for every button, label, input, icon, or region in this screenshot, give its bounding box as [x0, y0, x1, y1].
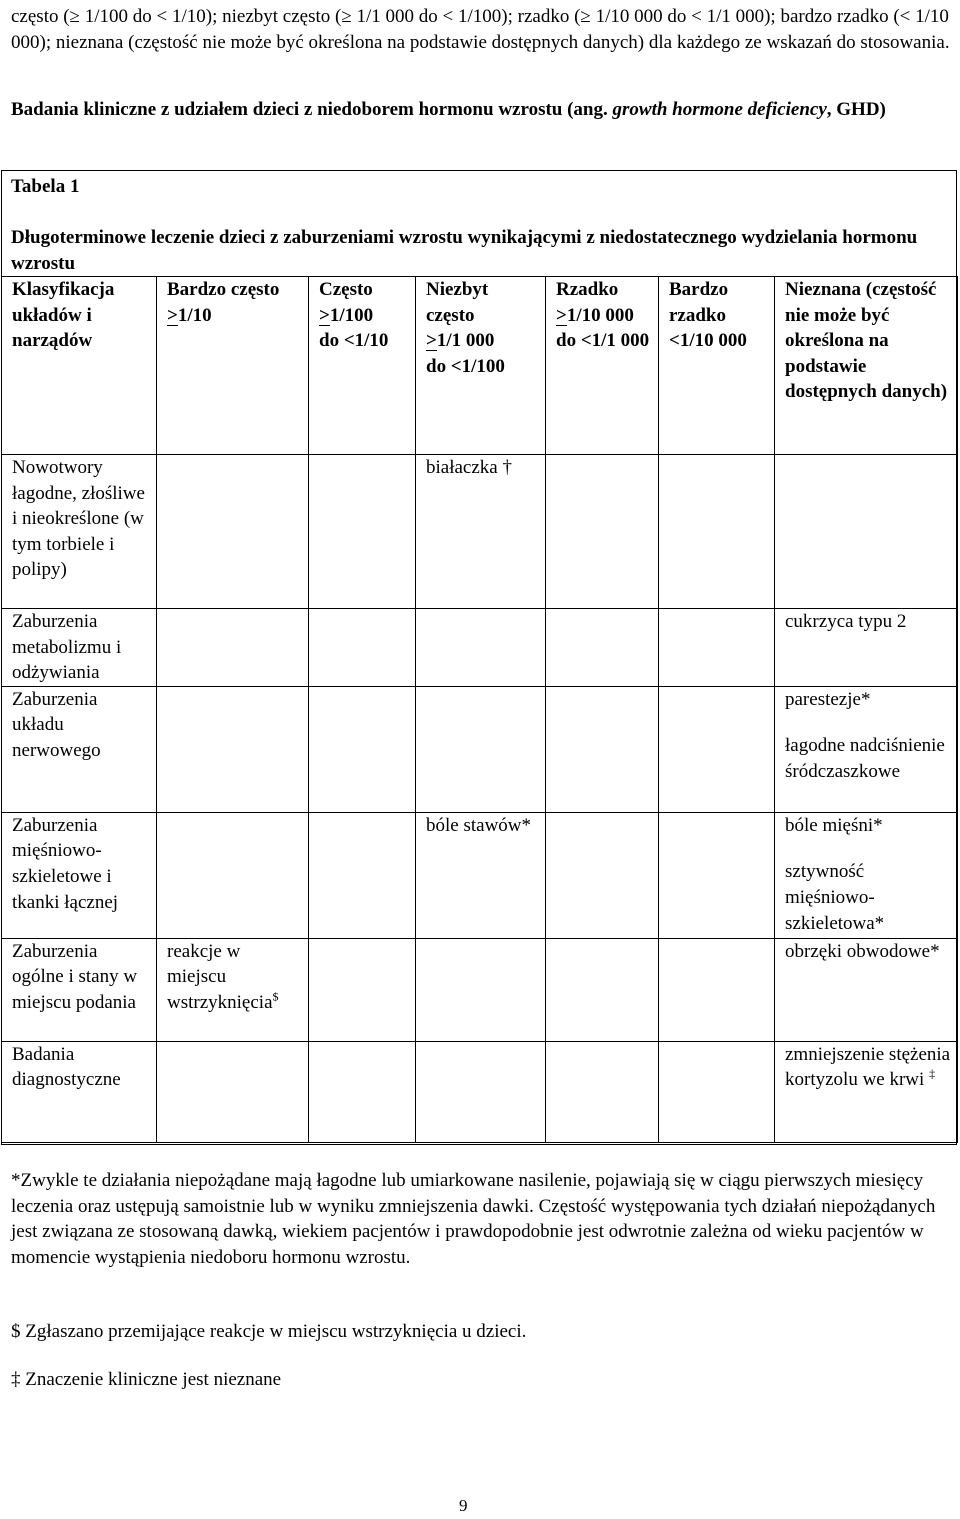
- very-rare-cell: [659, 455, 775, 609]
- common-cell: [309, 938, 416, 1041]
- header-common-range: do <1/10: [319, 330, 389, 352]
- header-very-common-label: Bardzo często: [167, 279, 280, 300]
- greater-equal-symbol: >: [167, 304, 178, 326]
- table-row: [2, 812, 958, 938]
- very-common-cell: [157, 609, 309, 687]
- header-common: [309, 277, 416, 455]
- table-row: [2, 938, 958, 1041]
- soc-cell: Zaburzenia ogólne i stany w miejscu podania: [2, 938, 157, 1041]
- table-row: [2, 1041, 958, 1142]
- table-row: [2, 455, 958, 609]
- table-title: Długoterminowe leczenie dzieci z zaburzeniami wzrostu wynikającymi z niedostatecznego wydzielania hormonu wzrostu: [11, 227, 918, 274]
- unknown-reaction: parestezje*: [785, 688, 871, 710]
- header-uncommon-threshold: 1/1 000: [436, 330, 495, 352]
- section-heading: [11, 97, 951, 123]
- header-uncommon: [416, 277, 546, 455]
- uncommon-cell: [416, 938, 546, 1041]
- unknown-reaction: łagodne nadciśnienie śródczaszkowe: [785, 735, 945, 782]
- header-uncommon-label: Niezbyt często: [426, 279, 489, 326]
- footnote-asterisk-text: *Zwykle te działania niepożądane mają łagodne lub umiarkowane nasilenie, pojawiają się w ciągu pierwszych miesięcy leczenia oraz ustępują samoistnie lub w wyniku zmniejszenia dawki. Częstość występowania tych działań niepożądanych jest związana ze stosowaną dawką, wiekiem pacjentów i prawdopodobnie jest odwrotnie zależna od wieku pacjentów w momencie wystąpienia niedoboru hormonu wzrostu.: [11, 1170, 936, 1268]
- soc-cell: Zaburzenia mięśniowo-szkieletowe i tkanki łącznej: [2, 812, 157, 938]
- footnote-dollar: $ Zgłaszano przemijające reakcje w miejscu wstrzyknięcia u dzieci.: [11, 1321, 527, 1342]
- header-very-common-threshold: 1/10: [177, 304, 212, 326]
- page-number: 9: [459, 1496, 468, 1515]
- soc-cell: Zaburzenia metabolizmu i odżywiania: [2, 609, 157, 687]
- unknown-reaction: sztywność mięśniowo-szkieletowa*: [785, 861, 885, 934]
- intro-paragraph: często (≥ 1/100 do < 1/10); niezbyt często (≥ 1/1 000 do < 1/100); rzadko (≥ 1/10 000 do < 1/1 000); bardzo rzadko (< 1/10 000); nieznana (częstość nie może być określona na podstawie dostępnych danych) dla każdego ze wskazań do stosowania.: [11, 6, 950, 53]
- very-rare-cell: [659, 609, 775, 687]
- header-uncommon-range: do <1/100: [426, 355, 505, 377]
- section-heading-text: Badania kliniczne z udziałem dzieci z niedoborem hormonu wzrostu (ang.: [11, 99, 613, 120]
- header-soc: Klasyfikacja układów i narządów: [2, 277, 157, 455]
- uncommon-cell: [416, 686, 546, 812]
- footnote-mark: $: [272, 989, 279, 1004]
- common-cell: [309, 1041, 416, 1142]
- rare-cell: [546, 1041, 659, 1142]
- common-cell: [309, 455, 416, 609]
- very-common-cell: [157, 686, 309, 812]
- common-cell: [309, 686, 416, 812]
- footnote-mark: ‡: [929, 1067, 936, 1082]
- section-heading-suffix: , GHD): [826, 99, 886, 120]
- footnote-double-dagger: ‡ Znaczenie kliniczne jest nieznane: [11, 1369, 282, 1390]
- unknown-cell: obrzęki obwodowe*: [775, 938, 958, 1041]
- rare-cell: [546, 609, 659, 687]
- unknown-cell: [775, 812, 958, 938]
- table-label: Tabela 1: [11, 176, 80, 197]
- header-very-common: [157, 277, 309, 455]
- very-common-cell: [157, 455, 309, 609]
- adverse-reactions-table: [1, 276, 958, 1143]
- rare-cell: [546, 938, 659, 1041]
- very-rare-cell: [659, 938, 775, 1041]
- soc-cell: Badania diagnostyczne: [2, 1041, 157, 1142]
- greater-equal-symbol: >: [426, 330, 437, 352]
- very-common-cell: [157, 938, 309, 1041]
- rare-cell: [546, 455, 659, 609]
- section-heading-italic: growth hormone deficiency: [612, 99, 827, 120]
- rare-cell: [546, 686, 659, 812]
- common-cell: [309, 609, 416, 687]
- header-rare-range: do <1/1 000: [556, 330, 650, 352]
- table-row: [2, 609, 958, 687]
- unknown-cell: [775, 1041, 958, 1142]
- rare-cell: [546, 812, 659, 938]
- very-common-reaction: reakcje w miejscu wstrzyknięcia: [167, 940, 273, 1013]
- unknown-reaction: bóle mięśni*: [785, 814, 883, 836]
- very-rare-cell: [659, 686, 775, 812]
- uncommon-cell: [416, 609, 546, 687]
- uncommon-cell: białaczka †: [416, 455, 546, 609]
- very-rare-cell: [659, 812, 775, 938]
- unknown-reaction: zmniejszenie stężenia kortyzolu we krwi: [785, 1043, 951, 1091]
- very-common-cell: [157, 812, 309, 938]
- unknown-cell: [775, 686, 958, 812]
- header-unknown: Nieznana (częstość nie może być określona na podstawie dostępnych danych): [775, 277, 958, 455]
- uncommon-cell: [416, 1041, 546, 1142]
- unknown-cell: [775, 455, 958, 609]
- table-row: [2, 686, 958, 812]
- header-common-label: Często: [319, 279, 373, 300]
- very-rare-cell: [659, 1041, 775, 1142]
- footnote-asterisk: [11, 1168, 951, 1270]
- header-rare-threshold: 1/10 000: [566, 304, 634, 326]
- header-common-threshold: 1/100: [329, 304, 374, 326]
- common-cell: [309, 812, 416, 938]
- header-rare: [546, 277, 659, 455]
- greater-equal-symbol: >: [319, 304, 330, 326]
- header-rare-label: Rzadko: [556, 279, 619, 300]
- uncommon-cell: bóle stawów*: [416, 812, 546, 938]
- soc-cell: Zaburzenia układu nerwowego: [2, 686, 157, 812]
- very-common-cell: [157, 1041, 309, 1142]
- header-very-rare: Bardzo rzadko <1/10 000: [659, 277, 775, 455]
- table-header-row: [2, 277, 958, 455]
- unknown-cell: cukrzyca typu 2: [775, 609, 958, 687]
- greater-equal-symbol: >: [556, 304, 567, 326]
- soc-cell: Nowotwory łagodne, złośliwe i nieokreślone (w tym torbiele i polipy): [2, 455, 157, 609]
